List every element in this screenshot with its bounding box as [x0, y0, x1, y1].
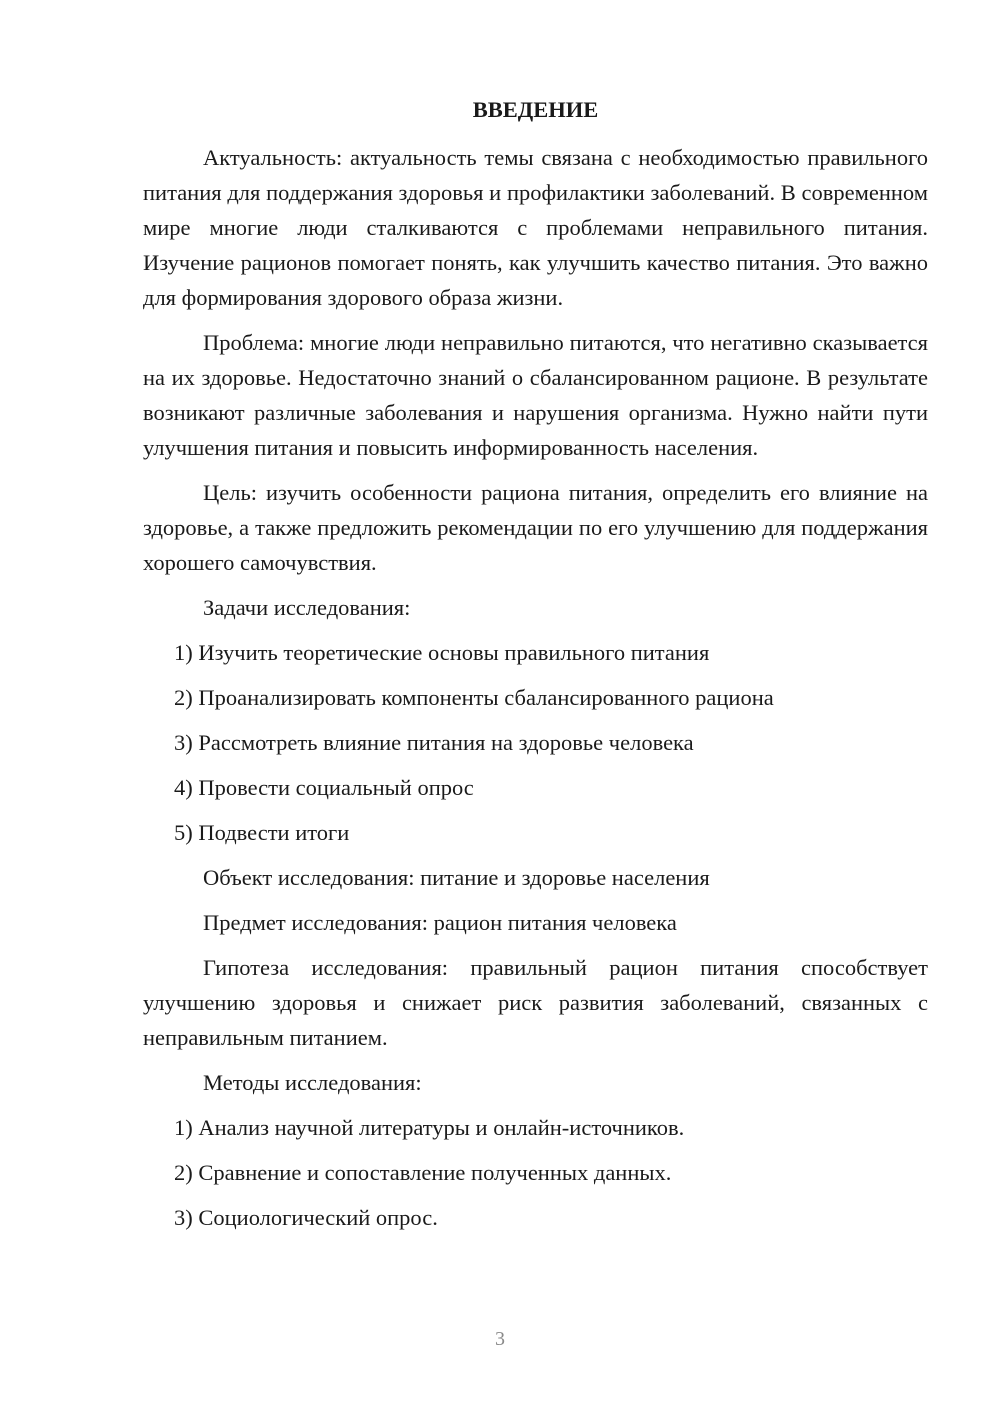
list-item: 1) Анализ научной литературы и онлайн-источников. [174, 1115, 685, 1140]
document-page [143, 92, 928, 1245]
hypothesis-paragraph: Гипотеза исследования: правильный рацион питания способствует улучшению здоровья и снижает риск развития заболеваний, связанных с неправильным питанием. [143, 955, 928, 1050]
methods-list [143, 1110, 928, 1235]
list-item: 2) Сравнение и сопоставление полученных данных. [174, 1160, 672, 1185]
tasks-heading: Задачи исследования: [203, 595, 411, 620]
list-item: 1) Изучить теоретические основы правильного питания [174, 640, 710, 665]
page-title: ВВЕДЕНИЕ [472, 97, 599, 122]
page-number: 3 [495, 1328, 505, 1350]
object-paragraph: Объект исследования: питание и здоровье населения [203, 865, 710, 890]
subject-paragraph: Предмет исследования: рацион питания человека [203, 910, 677, 935]
problem-paragraph: Проблема: многие люди неправильно питаются, что негативно сказывается на их здоровье. Недостаточно знаний о сбалансированном рационе. В результате возникают различные заболевания и нарушения организма. Нужно найти пути улучшения питания и повысить информированность населения. [143, 330, 928, 460]
list-item: 5) Подвести итоги [174, 820, 350, 845]
methods-heading: Методы исследования: [203, 1070, 422, 1095]
relevance-paragraph: Актуальность: актуальность темы связана с необходимостью правильного питания для поддержания здоровья и профилактики заболеваний. В современном мире многие люди сталкиваются с проблемами неправильного питания. Изучение рационов помогает понять, как улучшить качество питания. Это важно для формирования здорового образа жизни. [143, 145, 928, 310]
list-item: 2) Проанализировать компоненты сбалансированного рациона [174, 685, 774, 710]
tasks-list [143, 635, 928, 850]
list-item: 3) Социологический опрос. [174, 1205, 438, 1230]
list-item: 4) Провести социальный опрос [174, 775, 474, 800]
list-item: 3) Рассмотреть влияние питания на здоровье человека [174, 730, 694, 755]
goal-paragraph: Цель: изучить особенности рациона питания, определить его влияние на здоровье, а также предложить рекомендации по его улучшению для поддержания хорошего самочувствия. [143, 480, 928, 575]
